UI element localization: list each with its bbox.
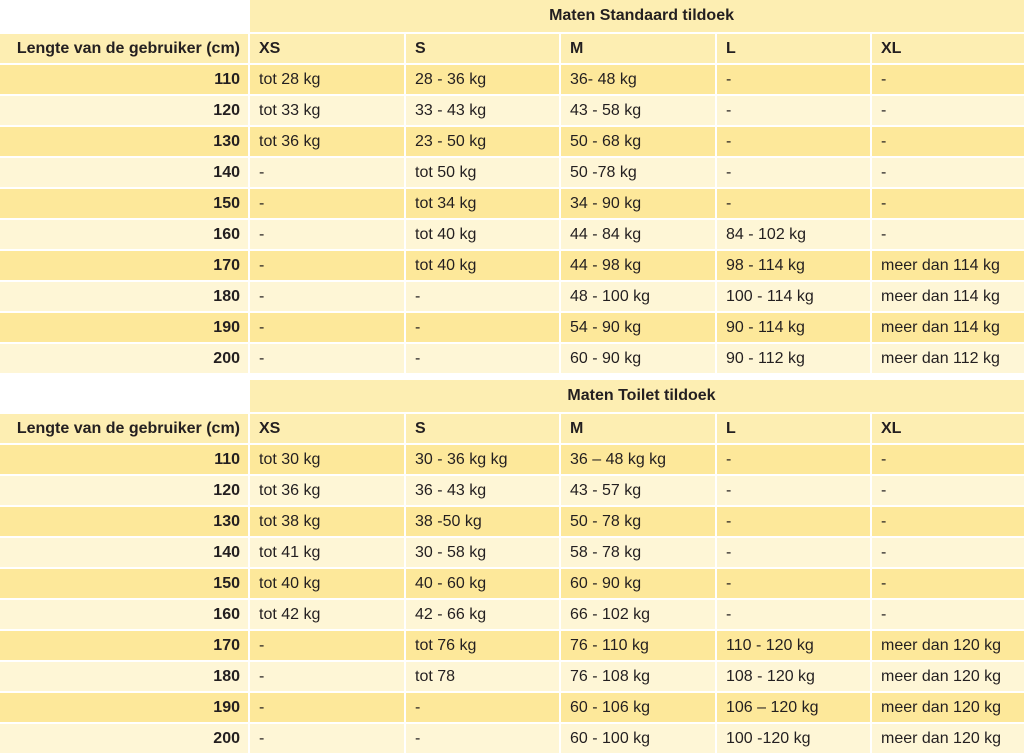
table-row — [0, 538, 1024, 569]
size-l-cell: - — [715, 600, 870, 631]
size-l-cell: 90 - 112 kg — [715, 344, 870, 375]
size-l-cell: - — [715, 507, 870, 538]
table-row — [0, 158, 1024, 189]
length-cell: 140 — [0, 158, 248, 189]
size-header-l: L — [715, 414, 870, 445]
table-title: Maten Standaard tildoek — [248, 0, 1024, 34]
size-xs-cell: tot 33 kg — [248, 96, 404, 127]
size-xl-cell: meer dan 120 kg — [870, 662, 1024, 693]
table-title: Maten Toilet tildoek — [248, 380, 1024, 414]
size-xl-cell: - — [870, 600, 1024, 631]
size-l-cell: - — [715, 189, 870, 220]
size-l-cell: 108 - 120 kg — [715, 662, 870, 693]
length-cell: 130 — [0, 127, 248, 158]
size-s-cell: tot 40 kg — [404, 220, 559, 251]
table-row — [0, 96, 1024, 127]
size-l-cell: 100 - 114 kg — [715, 282, 870, 313]
size-xs-cell: tot 40 kg — [248, 569, 404, 600]
size-s-cell: 30 - 58 kg — [404, 538, 559, 569]
size-s-cell: 42 - 66 kg — [404, 600, 559, 631]
size-m-cell: 44 - 84 kg — [559, 220, 715, 251]
size-m-cell: 54 - 90 kg — [559, 313, 715, 344]
size-l-cell: - — [715, 65, 870, 96]
table-row — [0, 724, 1024, 755]
size-xs-cell: - — [248, 693, 404, 724]
size-l-cell: 106 – 120 kg — [715, 693, 870, 724]
length-cell: 120 — [0, 96, 248, 127]
size-m-cell: 50 - 68 kg — [559, 127, 715, 158]
size-m-cell: 76 - 108 kg — [559, 662, 715, 693]
table-body — [0, 0, 1024, 375]
length-cell: 130 — [0, 507, 248, 538]
size-xs-cell: tot 36 kg — [248, 127, 404, 158]
length-cell: 120 — [0, 476, 248, 507]
size-s-cell: tot 34 kg — [404, 189, 559, 220]
table-title-row — [0, 380, 1024, 414]
size-xl-cell: - — [870, 445, 1024, 476]
length-cell: 190 — [0, 693, 248, 724]
length-cell: 200 — [0, 724, 248, 755]
table-row — [0, 445, 1024, 476]
size-xl-cell: - — [870, 127, 1024, 158]
table-row — [0, 313, 1024, 344]
size-header-l: L — [715, 34, 870, 65]
table-row — [0, 344, 1024, 375]
size-m-cell: 60 - 90 kg — [559, 569, 715, 600]
table-row — [0, 127, 1024, 158]
size-m-cell: 43 - 58 kg — [559, 96, 715, 127]
column-header-row — [0, 414, 1024, 445]
size-xl-cell: - — [870, 476, 1024, 507]
size-m-cell: 34 - 90 kg — [559, 189, 715, 220]
size-xl-cell: - — [870, 569, 1024, 600]
table-row — [0, 65, 1024, 96]
size-l-cell: 110 - 120 kg — [715, 631, 870, 662]
size-m-cell: 60 - 90 kg — [559, 344, 715, 375]
size-m-cell: 76 - 110 kg — [559, 631, 715, 662]
size-s-cell: tot 78 — [404, 662, 559, 693]
size-header-xl: XL — [870, 414, 1024, 445]
size-xl-cell: meer dan 120 kg — [870, 724, 1024, 755]
size-xs-cell: tot 28 kg — [248, 65, 404, 96]
table-row — [0, 476, 1024, 507]
toilet-sling-size-table — [0, 380, 1024, 755]
size-s-cell: - — [404, 282, 559, 313]
size-xl-cell: - — [870, 220, 1024, 251]
length-cell: 150 — [0, 189, 248, 220]
table-row — [0, 662, 1024, 693]
table-row — [0, 507, 1024, 538]
size-xl-cell: - — [870, 96, 1024, 127]
length-cell: 140 — [0, 538, 248, 569]
size-xs-cell: - — [248, 251, 404, 282]
size-xl-cell: meer dan 112 kg — [870, 344, 1024, 375]
size-xs-cell: tot 36 kg — [248, 476, 404, 507]
size-xl-cell: - — [870, 538, 1024, 569]
size-xl-cell: - — [870, 507, 1024, 538]
size-xl-cell: meer dan 114 kg — [870, 313, 1024, 344]
size-s-cell: - — [404, 693, 559, 724]
table-row — [0, 189, 1024, 220]
size-header-m: M — [559, 34, 715, 65]
table-row — [0, 282, 1024, 313]
size-xs-cell: - — [248, 189, 404, 220]
size-s-cell: 38 -50 kg — [404, 507, 559, 538]
length-cell: 160 — [0, 600, 248, 631]
table-title-row — [0, 0, 1024, 34]
table-separator — [0, 373, 1024, 380]
size-xl-cell: meer dan 120 kg — [870, 693, 1024, 724]
size-l-cell: - — [715, 538, 870, 569]
length-column-header: Lengte van de gebruiker (cm) — [0, 34, 248, 65]
size-m-cell: 60 - 106 kg — [559, 693, 715, 724]
table-row — [0, 693, 1024, 724]
table-row — [0, 600, 1024, 631]
length-column-header: Lengte van de gebruiker (cm) — [0, 414, 248, 445]
size-header-xs: XS — [248, 34, 404, 65]
size-xs-cell: - — [248, 313, 404, 344]
table-row — [0, 631, 1024, 662]
size-header-m: M — [559, 414, 715, 445]
length-cell: 110 — [0, 445, 248, 476]
size-m-cell: 60 - 100 kg — [559, 724, 715, 755]
length-cell: 200 — [0, 344, 248, 375]
size-m-cell: 50 - 78 kg — [559, 507, 715, 538]
size-s-cell: 30 - 36 kg kg — [404, 445, 559, 476]
size-xs-cell: tot 38 kg — [248, 507, 404, 538]
size-xs-cell: - — [248, 631, 404, 662]
size-xs-cell: - — [248, 344, 404, 375]
size-xl-cell: meer dan 114 kg — [870, 251, 1024, 282]
length-cell: 160 — [0, 220, 248, 251]
length-cell: 180 — [0, 282, 248, 313]
size-s-cell: - — [404, 344, 559, 375]
length-cell: 170 — [0, 251, 248, 282]
length-cell: 190 — [0, 313, 248, 344]
table-row — [0, 220, 1024, 251]
size-m-cell: 36 – 48 kg kg — [559, 445, 715, 476]
size-m-cell: 58 - 78 kg — [559, 538, 715, 569]
size-xl-cell: meer dan 114 kg — [870, 282, 1024, 313]
size-l-cell: 84 - 102 kg — [715, 220, 870, 251]
size-s-cell: 33 - 43 kg — [404, 96, 559, 127]
size-s-cell: - — [404, 724, 559, 755]
length-cell: 150 — [0, 569, 248, 600]
size-m-cell: 43 - 57 kg — [559, 476, 715, 507]
size-s-cell: tot 76 kg — [404, 631, 559, 662]
size-xl-cell: meer dan 120 kg — [870, 631, 1024, 662]
size-xs-cell: - — [248, 282, 404, 313]
size-s-cell: - — [404, 313, 559, 344]
size-header-s: S — [404, 34, 559, 65]
table-row — [0, 251, 1024, 282]
size-s-cell: 28 - 36 kg — [404, 65, 559, 96]
size-m-cell: 44 - 98 kg — [559, 251, 715, 282]
length-cell: 170 — [0, 631, 248, 662]
size-header-s: S — [404, 414, 559, 445]
size-s-cell: 23 - 50 kg — [404, 127, 559, 158]
size-header-xl: XL — [870, 34, 1024, 65]
size-xs-cell: - — [248, 158, 404, 189]
size-s-cell: 40 - 60 kg — [404, 569, 559, 600]
size-l-cell: - — [715, 476, 870, 507]
size-l-cell: - — [715, 127, 870, 158]
size-xl-cell: - — [870, 158, 1024, 189]
size-xs-cell: tot 30 kg — [248, 445, 404, 476]
empty-corner-cell — [0, 0, 248, 34]
size-m-cell: 36- 48 kg — [559, 65, 715, 96]
size-s-cell: tot 50 kg — [404, 158, 559, 189]
empty-corner-cell — [0, 380, 248, 414]
size-xs-cell: - — [248, 220, 404, 251]
size-m-cell: 50 -78 kg — [559, 158, 715, 189]
size-l-cell: 98 - 114 kg — [715, 251, 870, 282]
size-xl-cell: - — [870, 189, 1024, 220]
size-s-cell: tot 40 kg — [404, 251, 559, 282]
size-xs-cell: tot 41 kg — [248, 538, 404, 569]
column-header-row — [0, 34, 1024, 65]
size-l-cell: - — [715, 158, 870, 189]
table-body — [0, 380, 1024, 755]
length-cell: 180 — [0, 662, 248, 693]
size-xs-cell: - — [248, 662, 404, 693]
size-xl-cell: - — [870, 65, 1024, 96]
size-xs-cell: tot 42 kg — [248, 600, 404, 631]
standard-sling-size-table — [0, 0, 1024, 375]
size-l-cell: 100 -120 kg — [715, 724, 870, 755]
size-m-cell: 66 - 102 kg — [559, 600, 715, 631]
size-l-cell: - — [715, 96, 870, 127]
size-m-cell: 48 - 100 kg — [559, 282, 715, 313]
size-xs-cell: - — [248, 724, 404, 755]
size-header-xs: XS — [248, 414, 404, 445]
size-l-cell: 90 - 114 kg — [715, 313, 870, 344]
size-s-cell: 36 - 43 kg — [404, 476, 559, 507]
length-cell: 110 — [0, 65, 248, 96]
size-l-cell: - — [715, 445, 870, 476]
table-row — [0, 569, 1024, 600]
size-l-cell: - — [715, 569, 870, 600]
